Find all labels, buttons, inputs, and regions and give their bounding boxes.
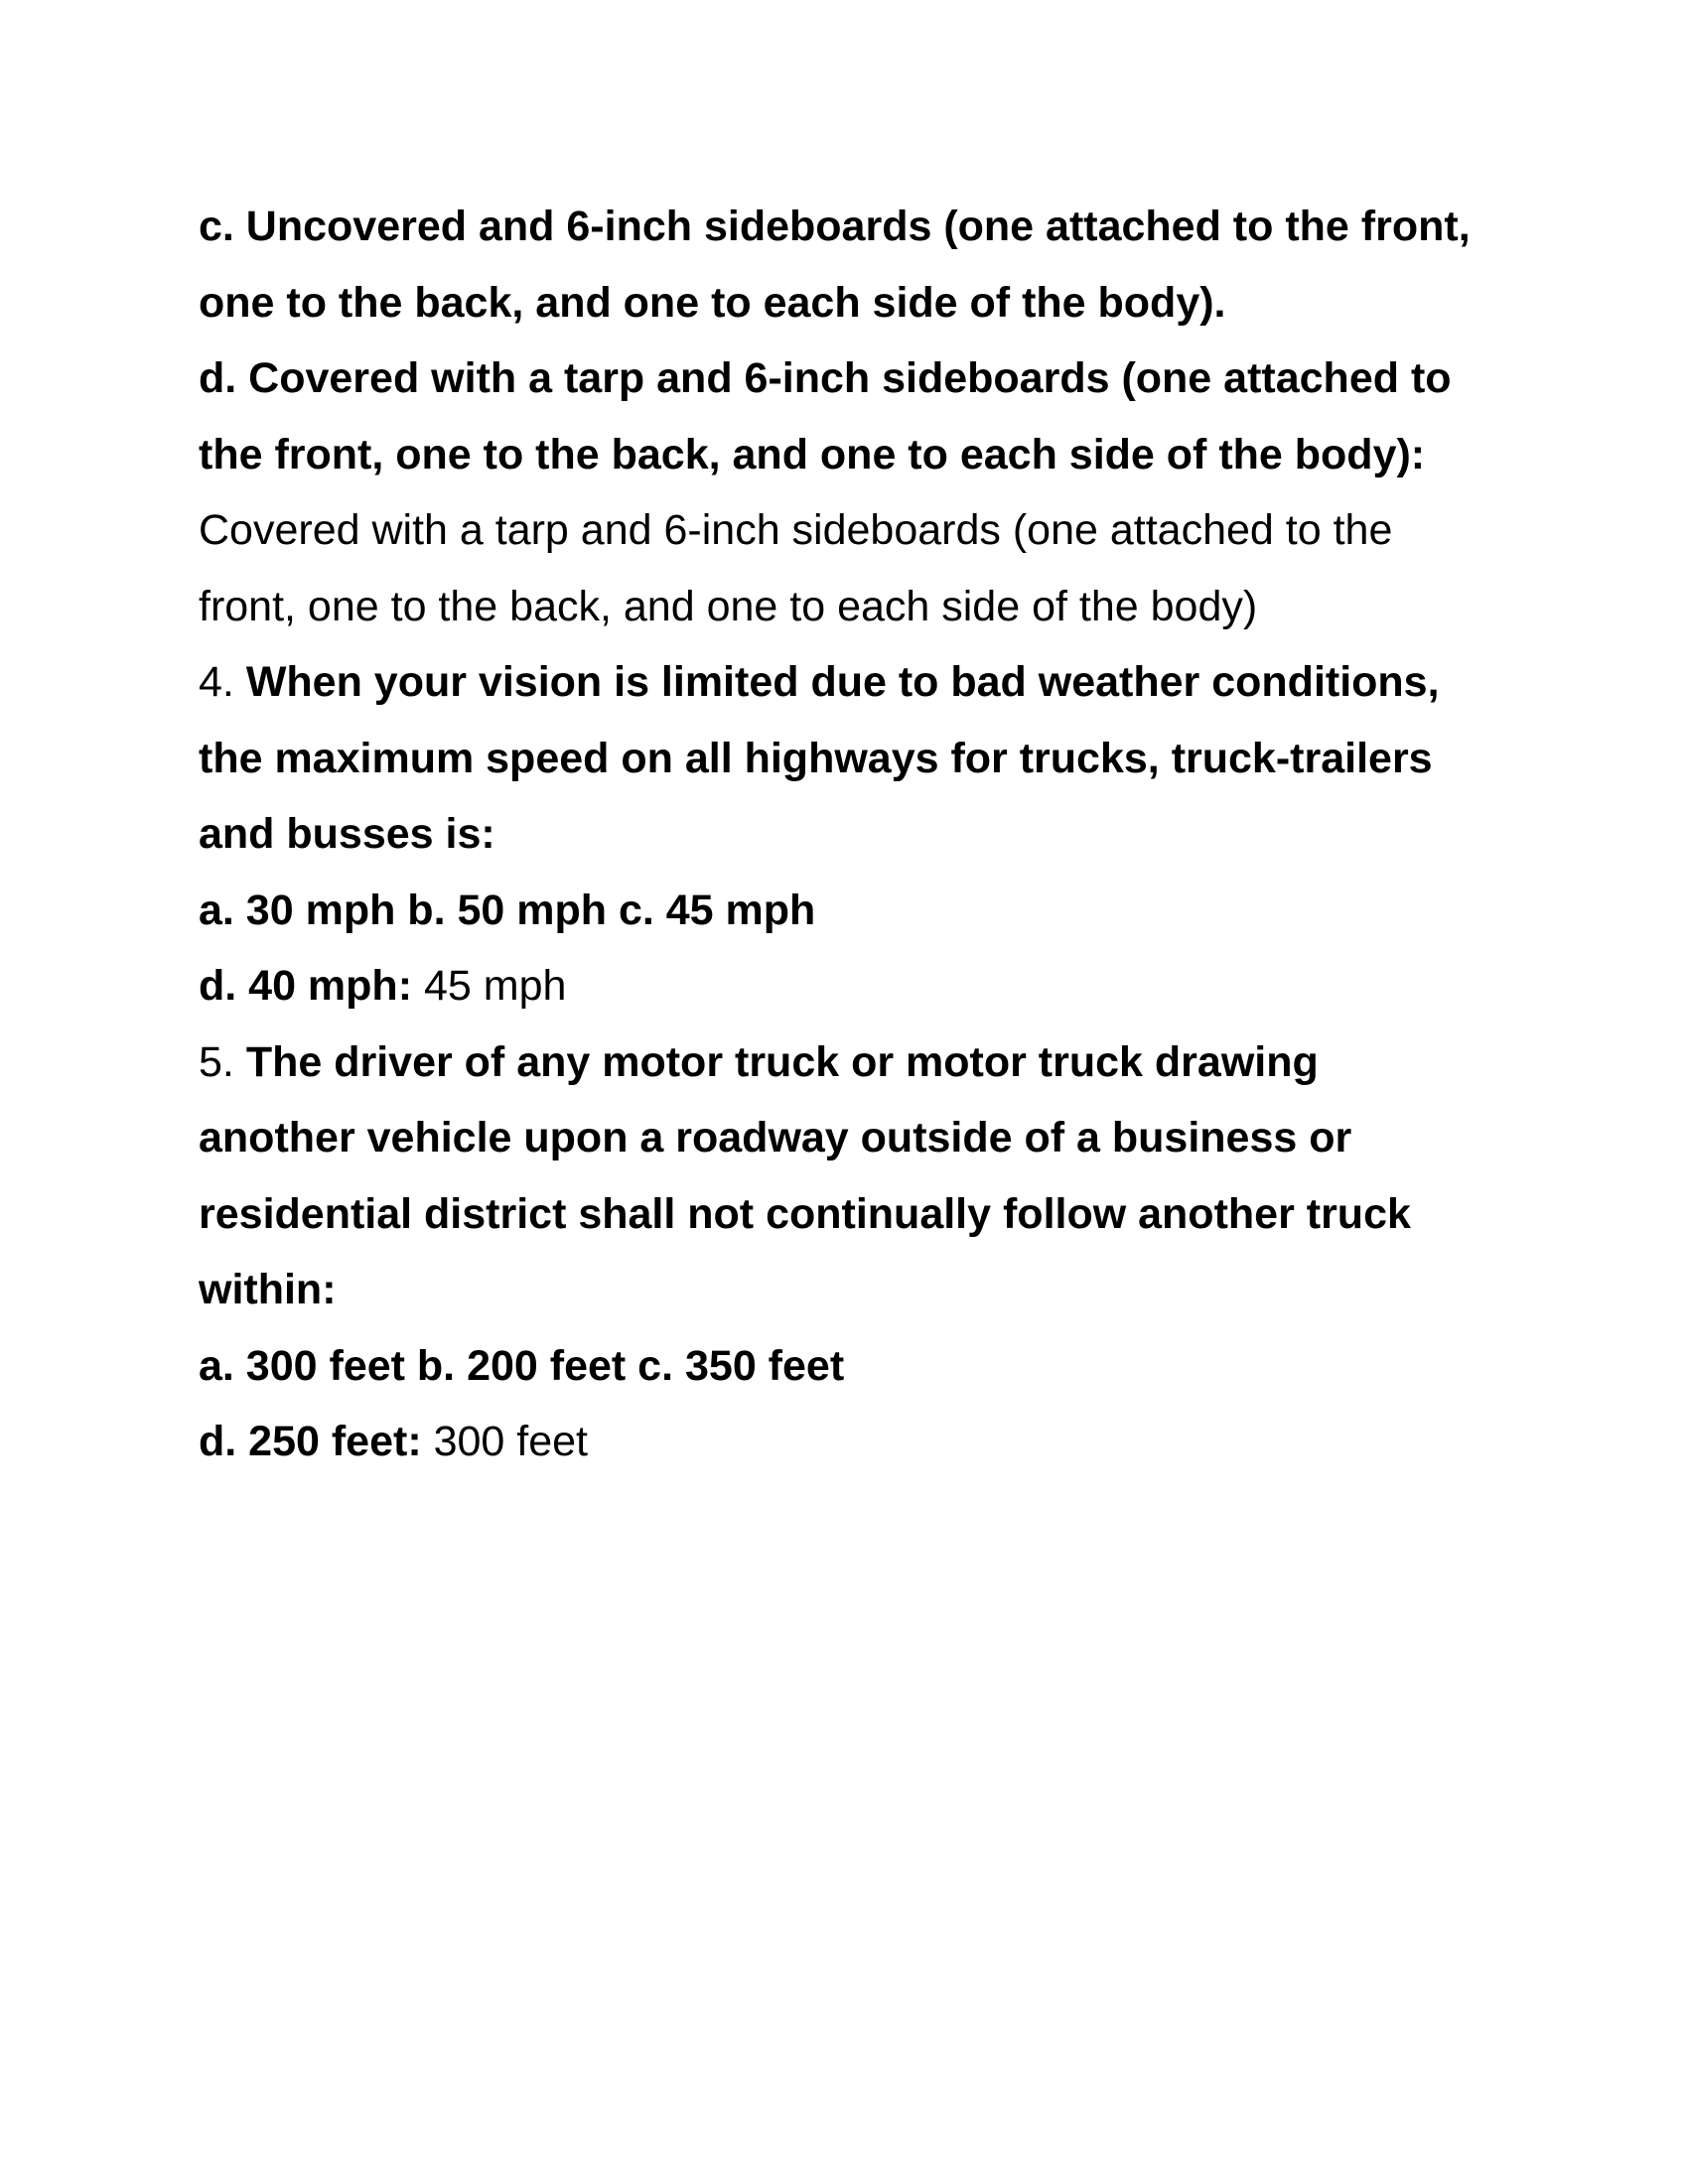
question-5-text-cont-2: residential district shall not continually follow another truck bbox=[199, 1189, 1411, 1238]
question-4-number: 4. bbox=[199, 658, 246, 706]
question-4-options bbox=[199, 873, 1509, 949]
text-line-d-option bbox=[199, 341, 1509, 417]
option-d-text-cont: the front, one to the back, and one to each side of the body): bbox=[199, 430, 1426, 478]
question-5-number: 5. bbox=[199, 1037, 246, 1086]
option-d-text: d. Covered with a tarp and 6-inch sideboards (one attached to bbox=[199, 354, 1452, 402]
question-4-text: When your vision is limited due to bad weather conditions, bbox=[245, 658, 1440, 706]
question-5-text-end: within: bbox=[199, 1266, 337, 1313]
question-4-line-1 bbox=[199, 644, 1509, 721]
question-5-line-1 bbox=[199, 1024, 1509, 1101]
question-4-text-cont: the maximum speed on all highways for trucks, truck-trailers bbox=[199, 734, 1433, 782]
answer-line-3-cont bbox=[199, 569, 1509, 645]
answer-line-3 bbox=[199, 492, 1509, 569]
text-line-c-option bbox=[199, 189, 1509, 265]
question-5-options bbox=[199, 1328, 1509, 1405]
question-4-text-end: and busses is: bbox=[199, 810, 495, 858]
question-5-text: The driver of any motor truck or motor truck drawing bbox=[245, 1037, 1319, 1086]
question-4-option-d: d. 40 mph: bbox=[199, 962, 413, 1010]
question-5-answer-line bbox=[199, 1404, 1509, 1480]
question-5-text-cont: another vehicle upon a roadway outside of a business or bbox=[199, 1114, 1352, 1161]
question-5-answer: 300 feet bbox=[421, 1418, 589, 1465]
question-5-line-4 bbox=[199, 1252, 1509, 1328]
question-5-line-2 bbox=[199, 1100, 1509, 1176]
question-4-answer: 45 mph bbox=[412, 962, 567, 1010]
question-5-option-d: d. 250 feet: bbox=[199, 1418, 422, 1465]
question-4-options-text: a. 30 mph b. 50 mph c. 45 mph bbox=[199, 886, 816, 934]
answer-3-text: Covered with a tarp and 6-inch sideboards (one attached to the bbox=[199, 506, 1393, 554]
question-4-line-3 bbox=[199, 796, 1509, 873]
question-5-line-3 bbox=[199, 1176, 1509, 1253]
text-line-d-option-cont bbox=[199, 417, 1509, 493]
document-page bbox=[199, 189, 1509, 1480]
answer-3-text-cont: front, one to the back, and one to each side of the body) bbox=[199, 582, 1258, 630]
question-4-line-2 bbox=[199, 721, 1509, 797]
option-c-text: c. Uncovered and 6-inch sideboards (one attached to the front, bbox=[199, 203, 1471, 250]
question-4-answer-line bbox=[199, 948, 1509, 1024]
question-5-options-text: a. 300 feet b. 200 feet c. 350 feet bbox=[199, 1341, 845, 1390]
text-line-c-option-cont bbox=[199, 265, 1509, 341]
option-c-text-cont: one to the back, and one to each side of the body). bbox=[199, 278, 1226, 327]
